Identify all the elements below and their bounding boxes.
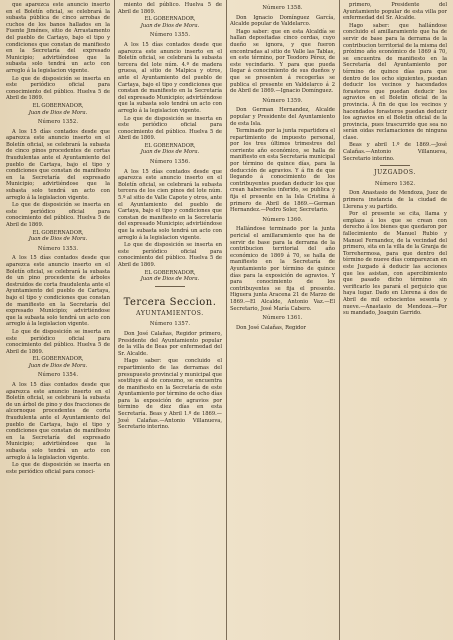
paragraph: Don José Calañas, Regidor primero, Presidente del Ayuntamiento popular de la villa de Beas por enfermedad del Sr. Alcalde.	[118, 330, 222, 357]
signature-title: EL GOBERNADOR,	[32, 102, 84, 109]
notice-number: Número 1359.	[262, 97, 303, 104]
section-heading: Tercera Seccion.	[123, 296, 217, 308]
paragraph: Don José Calañas, Regidor	[236, 324, 306, 331]
notice-number: Número 1355.	[149, 32, 191, 39]
paragraph: Hago saber: que hallándose concluido el amillaramiento que ha de servir de base para la derrama de la contribucion territorial de la misma del próximo año económico de 1869 á 70, se encuentra de manifiesto en la Secretaría del Ayuntamiento por término de quince días para que dentro de los ocho siguientes, puedan deducir los vecinos y hacendados forasteros que puedan deducir los agravios en el Boletín oficial de la provincia. Á fin de que los vecinos y hacendados forasteros puedan deducir los agravios en el Boletín oficial de la provincia, pues trascurrido que sea no serán oidas reclamaciones de ninguna clase.	[343, 22, 447, 141]
subsection-heading: AYUNTAMIENTOS.	[136, 309, 204, 317]
paragraph: Lo que de disposición se inserta en este periódico oficial para conoci-	[6, 462, 110, 475]
signature-name: Juan de Dios de Mora.	[28, 236, 88, 243]
notice-number: Número 1361.	[262, 315, 303, 322]
signature-title: EL GOBERNADOR,	[144, 269, 196, 276]
paragraph: Por el presente se cita, llama y emplaza á los que se crean con derecho á los bienes que quedaron por fallecimiento de Manuel Rubio y Manuel Fernandez, de la vecindad del primero, sita en la villa de la Granja de Torrehermosa, para que dentro del término de nueve días comparezcan en este Juzgado á deducir las acciones que les asistan, con apercibimiento que pasado dicho término sin verificarlo les parará el perjuicio que haya lugar. Dado en Llerena á dos de Abril de mil ochocientos sesenta y nueve.—Anastasio de Mendoza.—Por su mandado, Joaquin Garrido.	[343, 211, 447, 317]
signature-name: Juan de Dios de Mora.	[140, 276, 200, 283]
paragraph: Lo que de disposición se inserta en este periódico oficial para conocimiento del público. Huelva 5 de Abril de 1869.	[118, 115, 222, 142]
paragraph: Lo que de disposición se inserta en este periódico oficial para conocimiento del público. Huelva 5 de Abril de 1869.	[6, 75, 110, 102]
signature-name: Juan de Dios de Mora.	[140, 149, 200, 156]
paragraph: A los 15 días contados desde que aparezca este anuncio inserto en el Boletín oficial, se celebrará la subasta de un árbol de pino y dos fracciones de alcornoque procedentes de corta fraudulenta ante el Ayuntamiento del pueblo de Cartaya, bajo el tipo y condiciones que constan de manifiesto en la Secretaría del expresado Municipio; advirtiéndose que la subasta solo tendrá un acto con arreglo á la legislacion vigente.	[6, 382, 110, 461]
notice-number: Número 1360.	[262, 216, 303, 223]
paragraph: que aparezca este anuncio inserto en el Boletín oficial, se celebrará la subasta pública de cinco arrobas de cuchos de los banos hallados en la Fuente Jiménes, sitio de Arrastamento del pueblo de Cartayo, bajo el tipo y condiciones que constan de manifiesto en la Secretaría del expresado Municipio; advirtiéndose que la subasta solo tendrá un acto con arreglo á la legislacion vigente.	[6, 2, 110, 74]
paragraph: A los 15 días contados desde que aparezca este anuncio inserto en el Boletín oficial, se celebrará la subasta de cinco pinos procedentes de cortas fraudulentas ante el Ayuntamiento del pueblo de Cartaya, bajo el tipo y condiciones que constan de manifiesto en la Secretaría del expresado Municipio; advirtiéndose que la subasta solo tendrá un acto con arreglo á la legislacion vigente.	[6, 128, 110, 201]
paragraph: Hallándose terminado por la junta pericial el amillaramiento que ha de servir de base para la derrama de la contribucion territorial del año económico de 1869 á 70, se halla de manifiesto en la Secretaría de Ayuntamiento por término de quince días para la exposición de agravios. Y para conocimiento de los contribuyentes se fija el presente. Higuera junta Aracena 21 de Marzo de 1869.—El Alcalde, Antonio Vaz.—El Secretario, José María Cabero.	[230, 226, 335, 312]
column-2	[114, 0, 226, 640]
notice-number: Número 1357.	[149, 321, 191, 328]
paragraph: miento del público. Huelva 5 de Abril de 1869.	[118, 2, 222, 15]
notice-number: Número 1358.	[262, 5, 303, 11]
signature-name: Juan de Dios de Mora.	[28, 109, 88, 116]
signature-name: Juan de Dios de Mora.	[28, 362, 88, 369]
signature-title: EL GOBERNADOR,	[32, 356, 84, 363]
paragraph: Don Anastasio de Mendoza, Juez de primera instancia de la ciudad de Llerena y su partido.	[343, 190, 447, 210]
paragraph: Hago saber: que concluido el repartimiento de las derramas del presupuesto provincial y municipal que sostituye al de consumo, se encuentra de manifiesto en la Secretaría de este Ayuntamiento por término de ocho días para la exposición de agravios por término de diez días en esta Secretaría. Beas y Abril 1.º de 1869.—José Calañas.—Antonio Villanueva, Secretario interino.	[118, 358, 222, 431]
paragraph: A los 15 días contados desde que aparezca este anuncio inserto en el Boletín oficial, se celebrará la subasta de un pino procedente de árboles destruidos de corta fraudulenta ante el Ayuntamiento del pueblo de Cartaya, bajo el tipo y condiciones que constan de manifiesto en la Secretaría del expresado Municipio; advirtiéndose que la subasta solo tendrá un acto con arreglo á la legislacion vigente.	[6, 255, 110, 328]
column-1	[2, 0, 114, 640]
notice-number: Número 1354.	[37, 372, 79, 379]
paragraph: Hago saber: que en esta Alcaldía se hallan depositadas cinco cerdas, cuyo dueño se ignora, y que fueron encontradas al sitio de Valle las Tablas, en este término, por Teodoro Pérez, de este vecindario. Y para que pueda llegar á conocimiento de sus dueños y que se presenten á recogerlas se publica el presente en Valdelarco á 2 de Abril de 1869.—Ignacio Domínguez.	[230, 28, 335, 95]
signature-title: EL GOBERNADOR,	[144, 16, 196, 23]
paragraph: A los 15 días contados desde que aparezca este anuncio inserto en el Boletín oficial, se celebrará la subasta tercera del lote núm. 4.º de madera gruesa, al sitio de Malpica y otros, ante el Ayuntamiento del pueblo de Cartaya, bajo el tipo y condiciones que constan de manifiesto en la Secretaría del expresado Municipio; advirtiéndose que la subasta solo tendrá un acto con arreglo á la legislacion vigente.	[118, 41, 222, 114]
short-rule	[155, 286, 185, 287]
paragraph: A los 15 días contados desde que aparezca este anuncio inserto en el Boletín oficial, se celebrará la subasta tercera de los cien pinos del lote núm. 5.º al sitio de Valle Capote y otros, ante el Ayuntamiento del pueblo de Cartaya, bajo el tipo y condiciones que constan de manifiesto en la Secretaría del expresado Municipio; advirtiéndose que la subasta solo tendrá un acto con arreglo á la legislacion vigente.	[118, 168, 222, 241]
signature-title: EL GOBERNADOR,	[32, 229, 84, 236]
column-4	[339, 0, 451, 640]
notice-number: Número 1353.	[37, 245, 79, 252]
notice-number: Número 1362.	[374, 180, 416, 187]
signature-name: Juan de Dios de Mora.	[140, 22, 200, 29]
paragraph: Terminado por la junta repartidora el repartimiento de impuesto personal, por los tres últimos trimestres del corriente año económico, se halla de manifiesto en esta Secretaría municipal por término de quince días, para la deducción de agravios. Y á fin de que llegando á conocimiento de los contribuyentes puedan deducir los que crean haberseles inferido, se publica y fija el presente en la Isla Cristina á primero de Abril de 1869.—German Hernandez.—Pedro Soler, Secretario.	[230, 128, 335, 214]
paragraph: primero, Presidente del Ayuntamiento popular de esta villa por enfermedad del Sr. Alcalde.	[343, 2, 447, 22]
notice-number: Número 1352.	[37, 119, 79, 126]
paragraph: Lo que de disposición se inserta en este periódico oficial para conocimiento del público. Huelva 5 de Abril de 1869.	[6, 328, 110, 355]
column-3	[226, 0, 339, 640]
paragraph: Beas y abril 1.º de 1869.—José Calañas.—Antonio Villanueva, Secretario interino.	[343, 142, 447, 162]
paragraph: Lo que de disposición se inserta en este periódico oficial para conocimiento del público. Huelva 5 de Abril de 1869.	[118, 242, 222, 268]
paragraph: Don German Hernandez, Alcalde popular y Presidente del Ayuntamiento de esta Isla.	[230, 107, 335, 127]
short-rule	[380, 165, 410, 166]
notice-number: Número 1356.	[149, 159, 191, 166]
signature-title: EL GOBERNADOR,	[144, 142, 196, 149]
paragraph: Lo que de disposición se inserta en este periódico oficial para conocimiento del público. Huelva 5 de Abril de 1869.	[6, 202, 110, 228]
paragraph: Don Ignacio Domínguez García, Alcalde popular de Valdelarco.	[230, 14, 335, 28]
subsection-heading: JUZGADOS.	[374, 169, 416, 177]
